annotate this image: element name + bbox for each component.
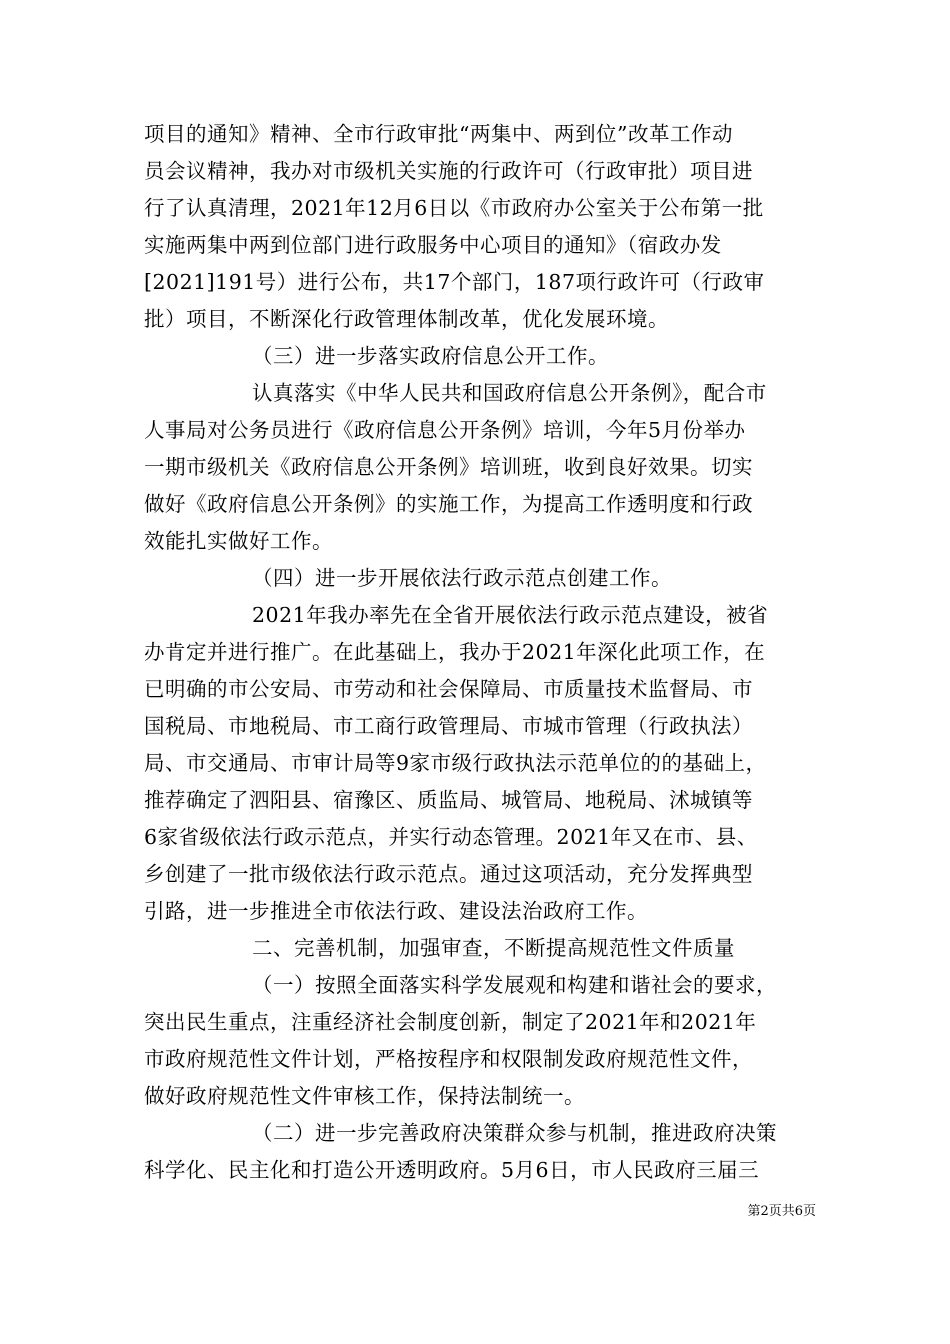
body-line: 员会议精神，我办对市级机关实施的行政许可（行政审批）项目进 bbox=[144, 159, 753, 183]
body-line: 市政府规范性文件计划，严格按程序和权限制发政府规范性文件， bbox=[144, 1047, 753, 1071]
body-line: 人事局对公务员进行《政府信息公开条例》培训，今年5月份举办 bbox=[144, 418, 746, 442]
body-line: （一）按照全面落实科学发展观和构建和谐社会的要求， bbox=[252, 973, 777, 997]
section-heading: （四）进一步开展依法行政示范点创建工作。 bbox=[252, 566, 672, 590]
body-line: 2021年我办率先在全省开展依法行政示范点建设，被省 bbox=[252, 603, 769, 627]
body-line: 国税局、市地税局、市工商行政管理局、市城市管理（行政执法） bbox=[144, 714, 753, 738]
body-line: （二）进一步完善政府决策群众参与机制，推进政府决策 bbox=[252, 1121, 777, 1145]
body-line: 6家省级依法行政示范点，并实行动态管理。2021年又在市、县、 bbox=[144, 825, 758, 849]
body-line: 乡创建了一批市级依法行政示范点。通过这项活动，充分发挥典型 bbox=[144, 862, 753, 886]
body-line: 认真落实《中华人民共和国政府信息公开条例》，配合市 bbox=[252, 381, 767, 405]
body-line: 实施两集中两到位部门进行政服务中心项目的通知》（宿政办发 bbox=[144, 233, 722, 257]
body-line: 项目的通知》精神、全市行政审批“两集中、两到位”改革工作动 bbox=[144, 122, 733, 146]
chapter-heading: 二、完善机制，加强审查，不断提高规范性文件质量 bbox=[252, 936, 735, 960]
body-line: 引路，进一步推进全市依法行政、建设法治政府工作。 bbox=[144, 899, 648, 923]
body-line: 局、市交通局、市审计局等9家市级行政执法示范单位的的基础上， bbox=[144, 751, 767, 775]
body-line: 办肯定并进行推广。在此基础上，我办于2021年深化此项工作，在 bbox=[144, 640, 766, 664]
body-line: 做好政府规范性文件审核工作，保持法制统一。 bbox=[144, 1084, 585, 1108]
body-line: 已明确的市公安局、市劳动和社会保障局、市质量技术监督局、市 bbox=[144, 677, 753, 701]
section-heading: （三）进一步落实政府信息公开工作。 bbox=[252, 344, 609, 368]
body-line: 一期市级机关《政府信息公开条例》培训班，收到良好效果。切实 bbox=[144, 455, 753, 479]
body-line: 做好《政府信息公开条例》的实施工作，为提高工作透明度和行政 bbox=[144, 492, 753, 516]
body-line: 批）项目，不断深化行政管理体制改革，优化发展环境。 bbox=[144, 307, 669, 331]
body-line: 效能扎实做好工作。 bbox=[144, 529, 333, 553]
body-line: 科学化、民主化和打造公开透明政府。5月6日，市人民政府三届三 bbox=[144, 1158, 760, 1182]
body-line: 推荐确定了泗阳县、宿豫区、质监局、城管局、地税局、沭城镇等 bbox=[144, 788, 753, 812]
body-line: 行了认真清理，2021年12月6日以《市政府办公室关于公布第一批 bbox=[144, 196, 764, 220]
page-number: 第2页共6页 bbox=[747, 1204, 816, 1219]
body-line: [2021]191号）进行公布，共17个部门，187项行政许可（行政审 bbox=[144, 270, 765, 294]
body-line: 突出民生重点，注重经济社会制度创新，制定了2021年和2021年 bbox=[144, 1010, 757, 1034]
